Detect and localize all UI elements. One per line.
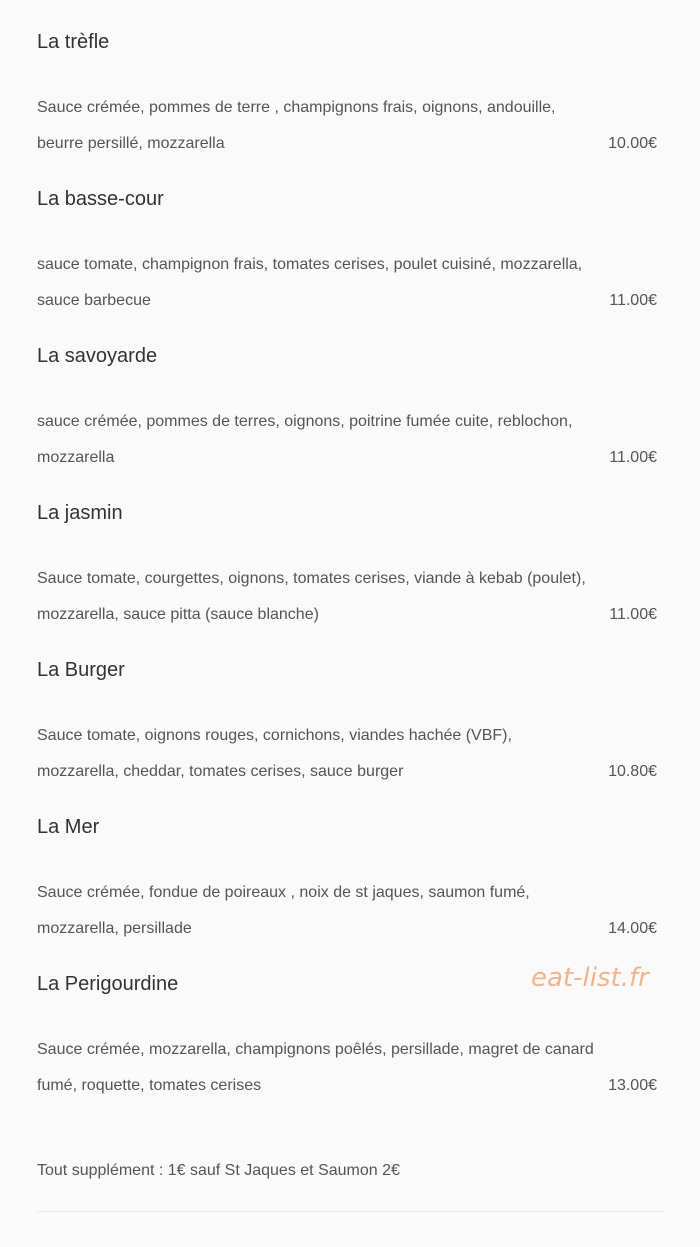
item-name: La basse-cour — [37, 188, 164, 210]
item-name: La Burger — [37, 659, 125, 681]
divider — [37, 1211, 665, 1212]
menu-item — [37, 628, 665, 785]
item-price: 11.00€ — [609, 292, 657, 309]
item-price: 11.00€ — [609, 606, 657, 623]
item-name: La Mer — [37, 816, 100, 838]
item-description: Sauce tomate, oignons rouges, cornichons, viandes hachée (VBF), mozzarella, cheddar, tomates cerises, sauce burger — [37, 727, 512, 780]
menu-item — [37, 785, 665, 942]
item-price: 13.00€ — [608, 1077, 657, 1094]
menu-item — [37, 157, 665, 314]
item-price: 14.00€ — [608, 920, 657, 937]
watermark: eat-list.fr — [531, 963, 649, 993]
item-description: Sauce crémée, mozzarella, champignons poêlés, persillade, magret de canard fumé, roquette, tomates cerises — [37, 1041, 594, 1094]
item-name: La Perigourdine — [37, 973, 179, 995]
menu-item — [37, 471, 665, 628]
menu-item — [37, 0, 665, 157]
item-description: sauce tomate, champignon frais, tomates cerises, poulet cuisiné, mozzarella, sauce barbecue — [37, 256, 583, 309]
item-name: La savoyarde — [37, 345, 158, 367]
item-price: 10.80€ — [608, 763, 657, 780]
item-name: La trèfle — [37, 31, 110, 53]
item-description: Sauce crémée, fondue de poireaux , noix de st jaques, saumon fumé, mozzarella, persillade — [37, 884, 530, 937]
menu-item — [37, 314, 665, 471]
supplement-note: Tout supplément : 1€ sauf St Jaques et Saumon 2€ — [37, 1162, 400, 1179]
item-price: 10.00€ — [608, 135, 657, 152]
menu-list — [37, 0, 665, 1099]
item-description: Sauce crémée, pommes de terre , champignons frais, oignons, andouille, beurre persillé, mozzarella — [37, 99, 556, 152]
item-description: Sauce tomate, courgettes, oignons, tomates cerises, viande à kebab (poulet), mozzarella, sauce pitta (sauce blanche) — [37, 570, 586, 623]
item-description: sauce crémée, pommes de terres, oignons, poitrine fumée cuite, reblochon, mozzarella — [37, 413, 573, 466]
item-price: 11.00€ — [609, 449, 657, 466]
item-name: La jasmin — [37, 502, 123, 524]
